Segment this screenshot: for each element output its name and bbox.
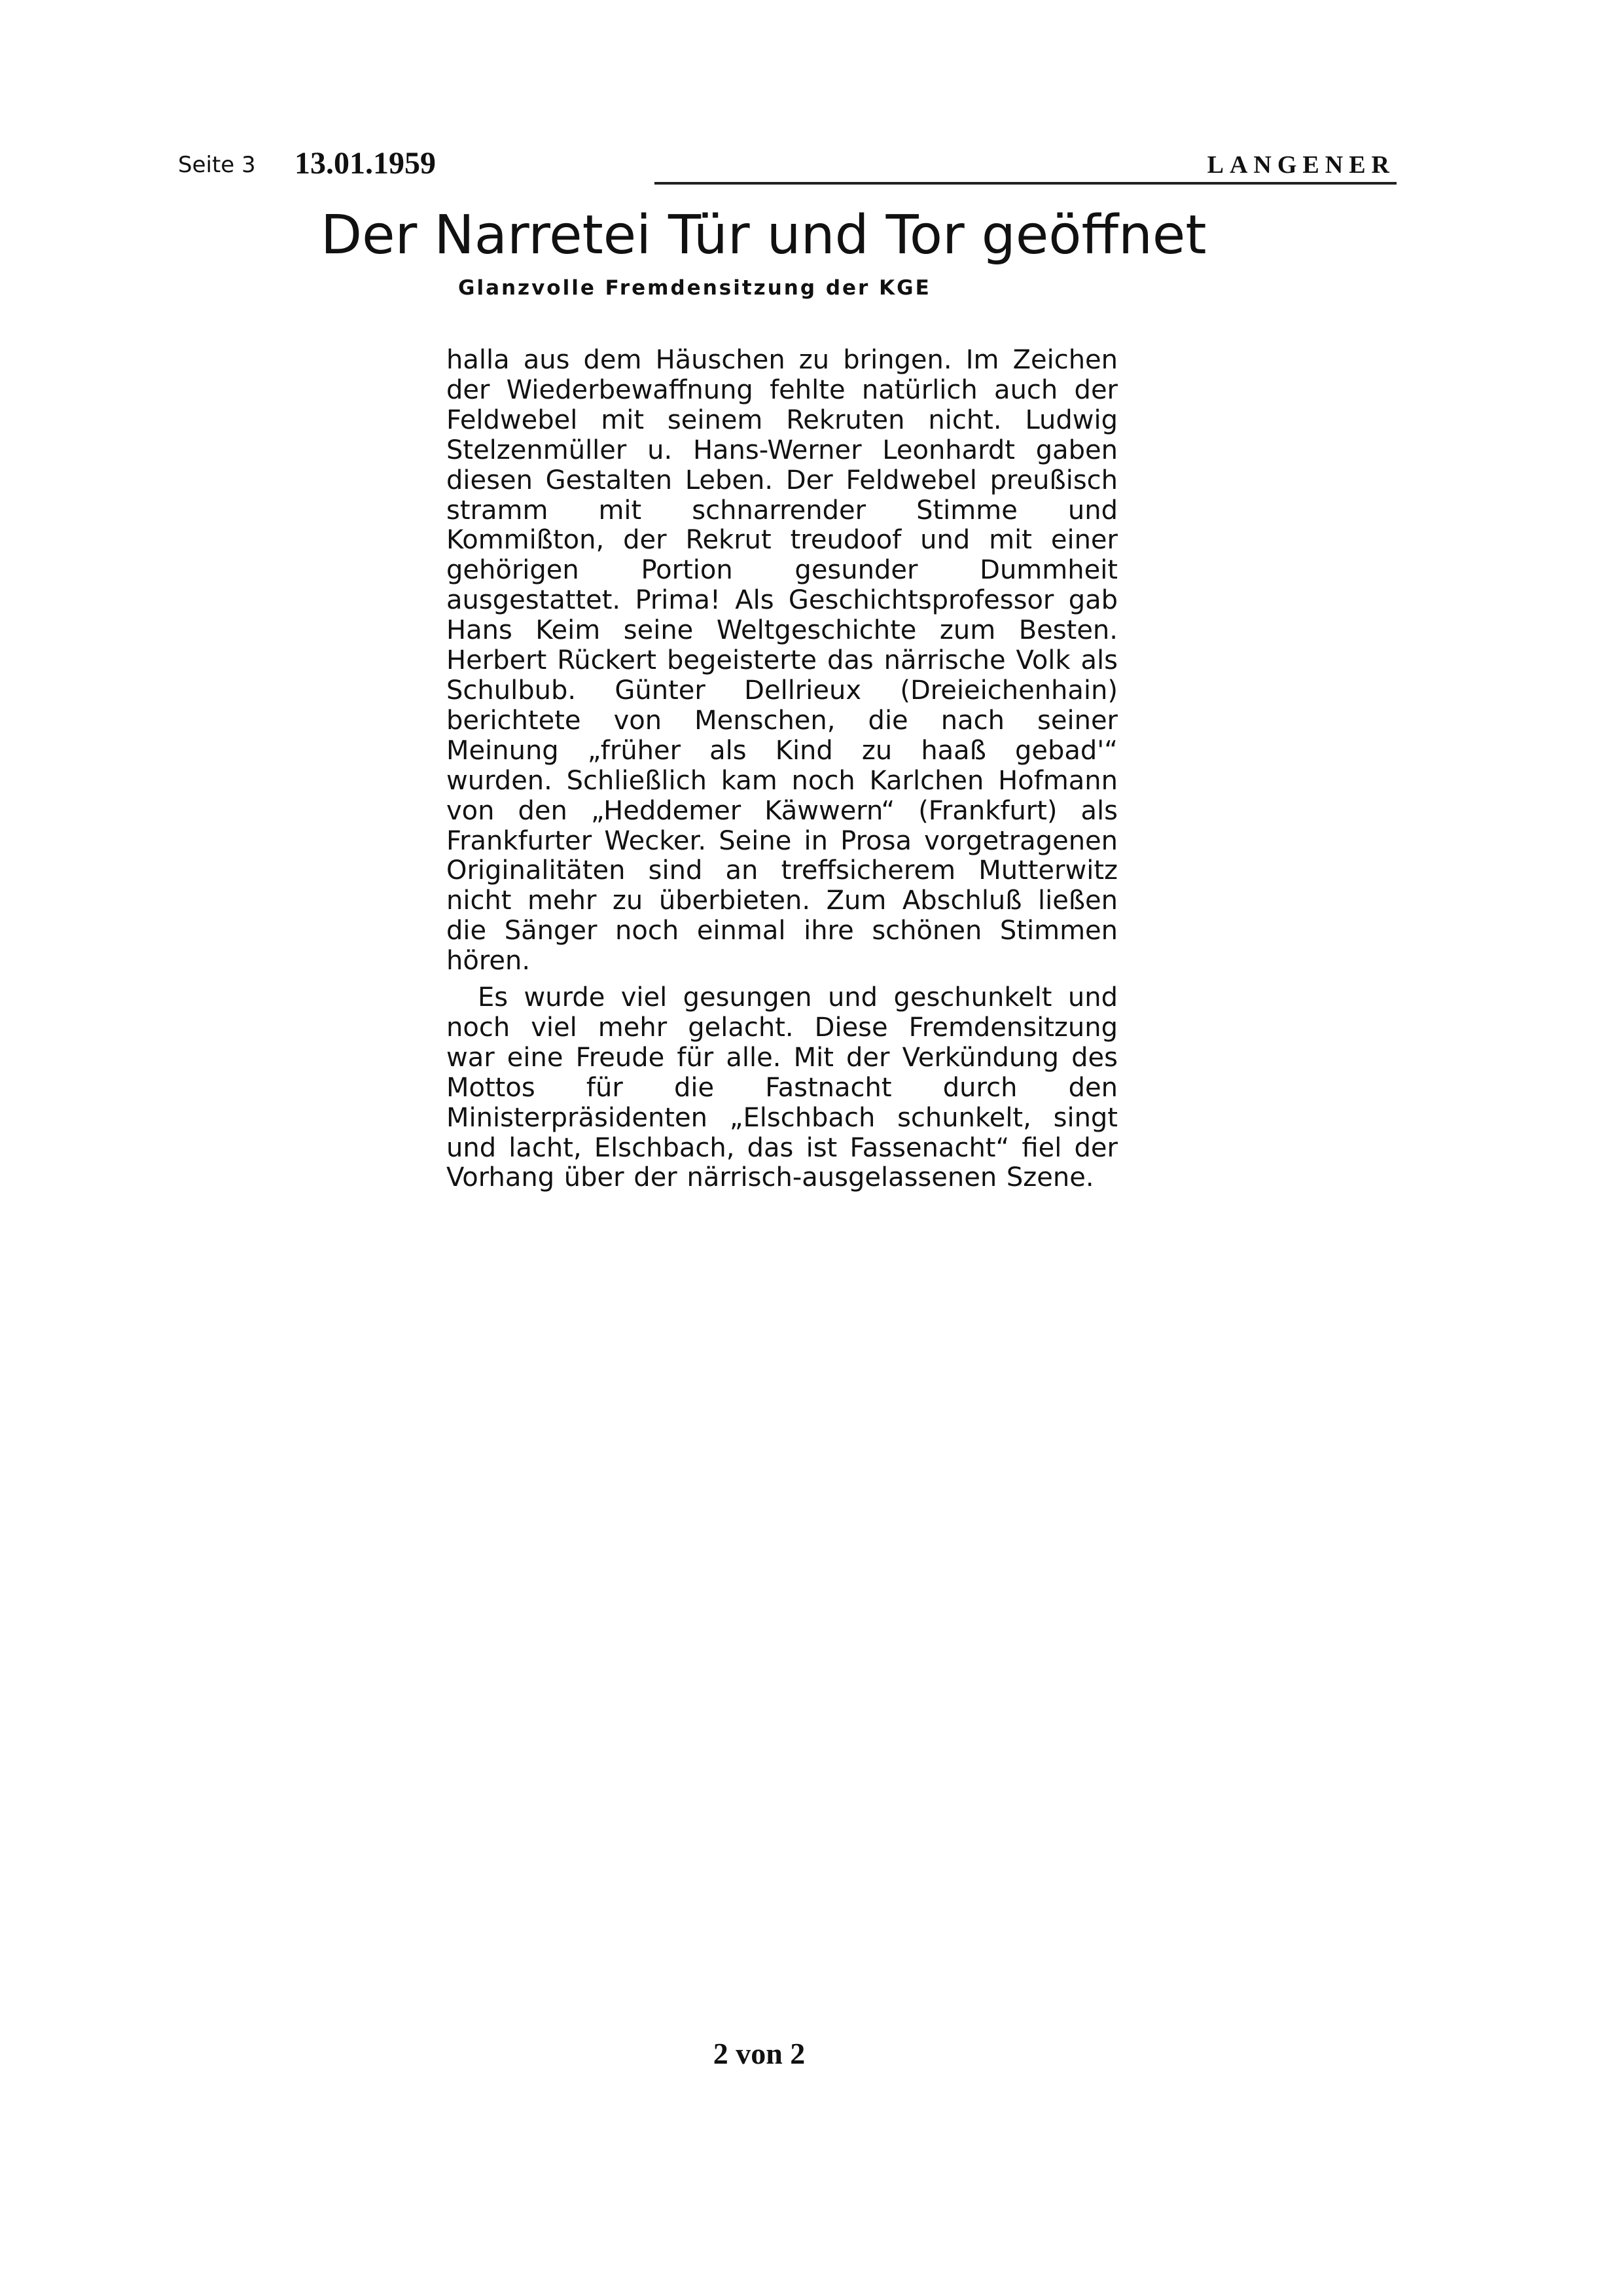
- article-body: [446, 346, 1118, 1193]
- publication-date: 13.01.1959: [294, 146, 436, 181]
- page-header: [177, 145, 1395, 185]
- header-rule: [654, 182, 1397, 185]
- page-number: Seite 3: [178, 152, 256, 178]
- article-paragraph: Es wurde viel gesungen und geschunkelt und noch viel mehr gelacht. Diese Fremdensitzung war eine Freude für alle. Mit der Verkündung des Mottos für die Fastnacht durch den Ministerpräsidenten „Elschbach schunkelt, singt und lacht, Elschbach, das ist Fassenacht“ fiel der Vorhang über der närrisch-ausgelassenen Szene.: [446, 982, 1118, 1193]
- article-subheadline: Glanzvolle Fremdensitzung der KGE: [458, 276, 931, 300]
- article-paragraph: halla aus dem Häuschen zu bringen. Im Zeichen der Wiederbewaffnung fehlte natürlich auch der Feldwebel mit seinem Rekruten nicht. Ludwig Stelzenmüller u. Hans-Werner Leonhardt gaben diesen Gestalten Leben. Der Feldwebel preußisch stramm mit schnarrender Stimme und Kommißton, der Rekrut treudoof und mit einer gehörigen Portion gesunder Dummheit ausgestattet. Prima! Als Geschichtsprofessor gab Hans Keim seine Weltgeschichte zum Besten. Herbert Rückert begeisterte das närrische Volk als Schulbub. Günter Dellrieux (Dreieichenhain) berichtete von Menschen, die nach seiner Meinung „früher als Kind zu haaß gebad'“ wurden. Schließlich kam noch Karlchen Hofmann von den „Heddemer Käwwern“ (Frankfurt) als Frankfurter Wecker. Seine in Prosa vorgetragenen Originalitäten sind an treffsicherem Mutterwitz nicht mehr zu überbieten. Zum Abschluß ließen die Sänger noch einmal ihre schönen Stimmen hören.: [446, 345, 1118, 977]
- page-count: 2 von 2: [713, 2037, 806, 2070]
- newspaper-name: LANGENER: [1207, 151, 1395, 179]
- article-headline: Der Narretei Tür und Tor geöffnet: [321, 204, 1207, 266]
